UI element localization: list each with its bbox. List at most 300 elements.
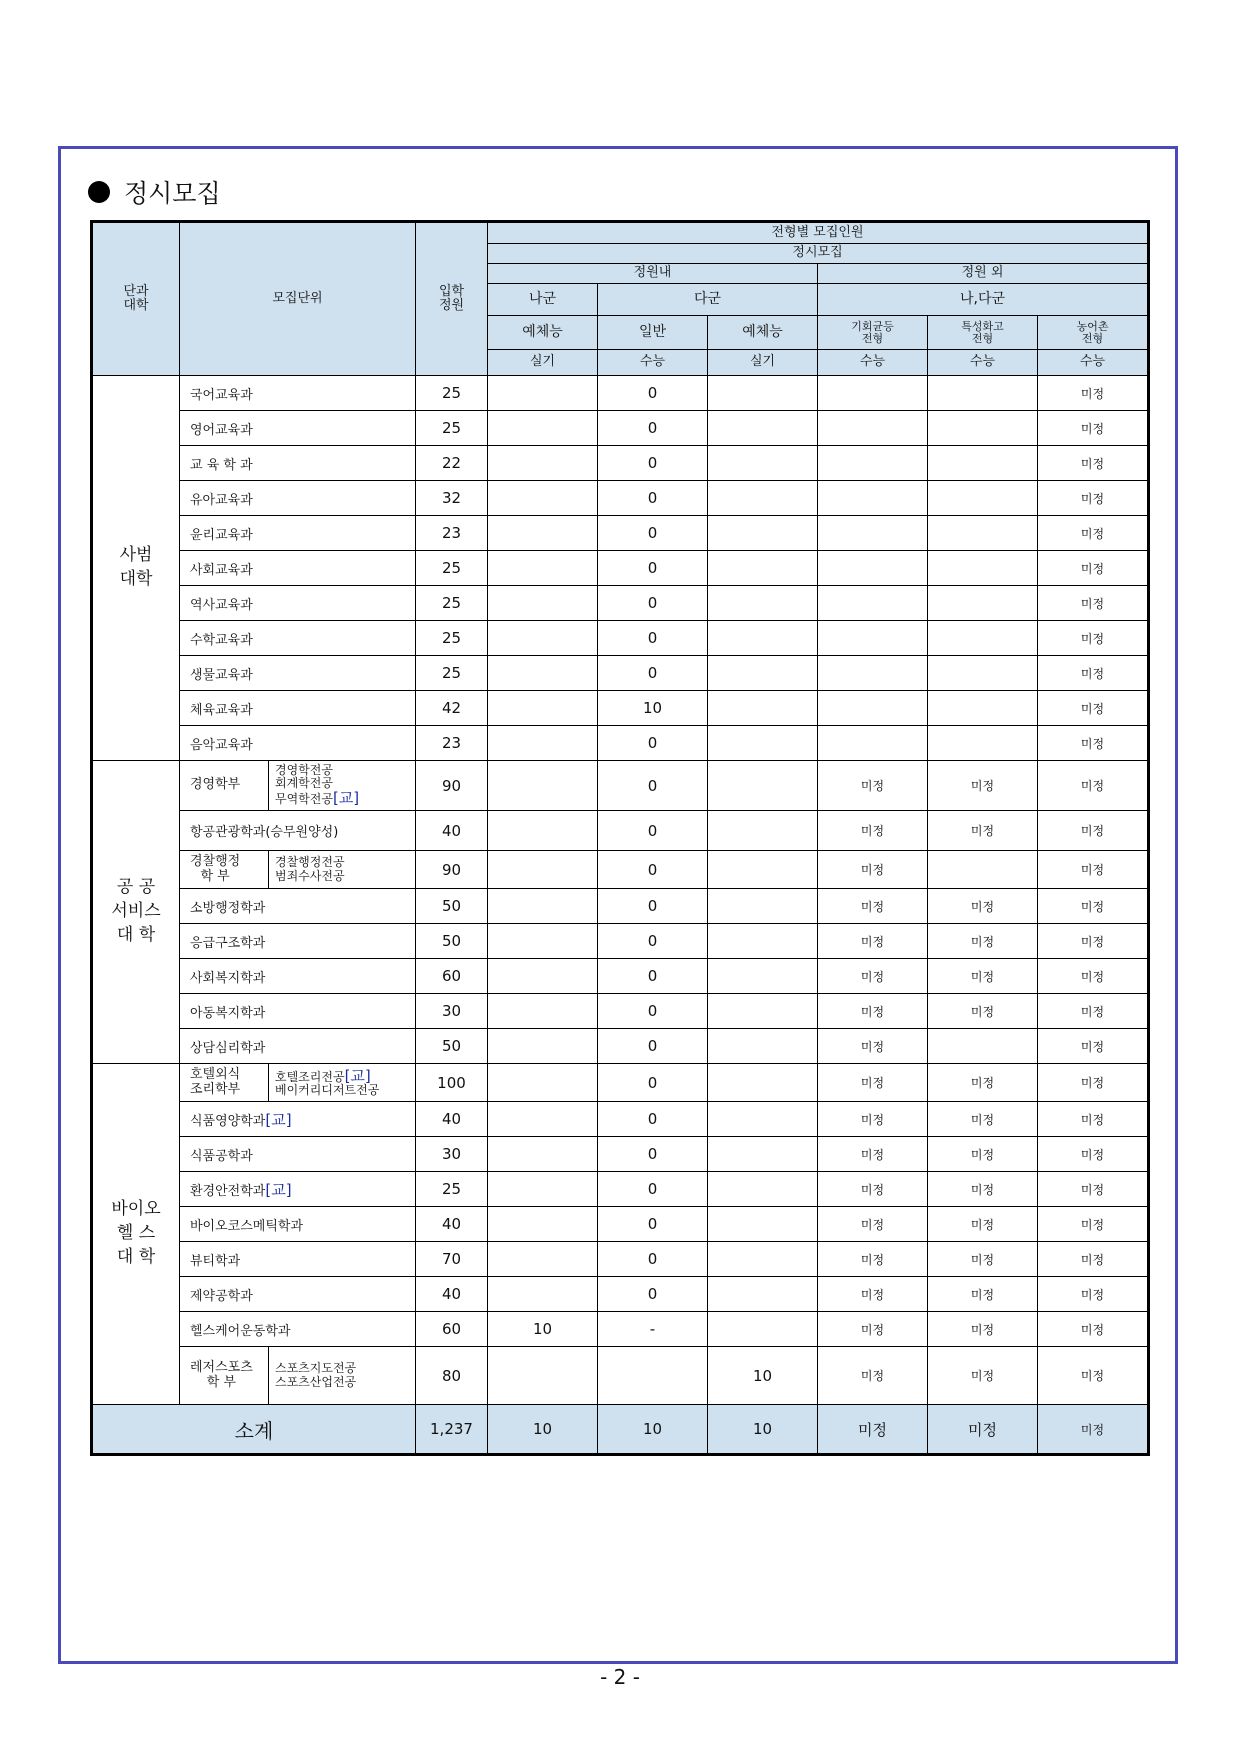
cell-il: 0 <box>598 994 708 1029</box>
cell-ye <box>708 1137 818 1172</box>
header-na-gun: 나군 <box>488 284 598 316</box>
department-name <box>180 1347 416 1405</box>
cell-quota: 25 <box>416 376 488 411</box>
major-name: 호텔조리전공[교] <box>275 1066 371 1085</box>
department-name: 환경안전학과[교] <box>180 1172 416 1207</box>
cell-ye <box>708 761 818 811</box>
cell-il: - <box>598 1312 708 1347</box>
cell-no: 미정 <box>1038 1137 1149 1172</box>
cell-no: 미정 <box>1038 811 1149 851</box>
cell-no: 미정 <box>1038 446 1149 481</box>
cell-te <box>928 1029 1038 1064</box>
table-row <box>92 1277 1149 1312</box>
cell-quota: 23 <box>416 516 488 551</box>
cell-no: 미정 <box>1038 1207 1149 1242</box>
cell-gi <box>818 411 928 446</box>
cell-na <box>488 376 598 411</box>
cell-il: 0 <box>598 1064 708 1102</box>
cell-na <box>488 924 598 959</box>
cell-na <box>488 691 598 726</box>
cell-ye <box>708 586 818 621</box>
total-quota: 1,237 <box>416 1405 488 1455</box>
cell-ye <box>708 376 818 411</box>
cell-no: 미정 <box>1038 924 1149 959</box>
department-name: 역사교육과 <box>180 586 416 621</box>
cell-na <box>488 481 598 516</box>
cell-gi: 미정 <box>818 1207 928 1242</box>
cell-te <box>928 376 1038 411</box>
department-name <box>180 851 416 889</box>
table-row <box>92 959 1149 994</box>
cell-ye <box>708 959 818 994</box>
table-row <box>92 446 1149 481</box>
cell-ye <box>708 851 818 889</box>
table-row <box>92 411 1149 446</box>
department-name: 제약공학과 <box>180 1277 416 1312</box>
department-name: 응급구조학과 <box>180 924 416 959</box>
cell-ye <box>708 621 818 656</box>
cell-no: 미정 <box>1038 1102 1149 1137</box>
cell-ye <box>708 691 818 726</box>
cell-na <box>488 1347 598 1405</box>
cell-na <box>488 851 598 889</box>
department-name: 유아교육과 <box>180 481 416 516</box>
cell-no: 미정 <box>1038 994 1149 1029</box>
table-row <box>92 761 1149 811</box>
total-label: 소계 <box>92 1405 416 1455</box>
cell-na: 10 <box>488 1312 598 1347</box>
cell-na <box>488 1172 598 1207</box>
cell-gi <box>818 691 928 726</box>
department-name <box>180 1064 416 1102</box>
cell-il: 0 <box>598 811 708 851</box>
cell-gi: 미정 <box>818 1312 928 1347</box>
cell-il: 0 <box>598 376 708 411</box>
cell-quota: 80 <box>416 1347 488 1405</box>
table-row <box>92 811 1149 851</box>
cell-na <box>488 889 598 924</box>
cell-na <box>488 411 598 446</box>
header-out-quota: 정원 외 <box>818 264 1149 284</box>
department-group: 경찰행정 학 부 <box>180 851 269 888</box>
table-row <box>92 691 1149 726</box>
cell-ye <box>708 446 818 481</box>
department-name: 헬스케어운동학과 <box>180 1312 416 1347</box>
cell-quota: 23 <box>416 726 488 761</box>
cell-ye <box>708 551 818 586</box>
cell-no: 미정 <box>1038 411 1149 446</box>
cell-no: 미정 <box>1038 1347 1149 1405</box>
header-quota: 입학 정원 <box>416 222 488 376</box>
cell-gi <box>818 551 928 586</box>
cell-ye <box>708 924 818 959</box>
table-row <box>92 726 1149 761</box>
cell-te: 미정 <box>928 1064 1038 1102</box>
cell-ye <box>708 1064 818 1102</box>
cell-gi: 미정 <box>818 851 928 889</box>
cell-il <box>598 1347 708 1405</box>
cell-il: 0 <box>598 586 708 621</box>
total-il: 10 <box>598 1405 708 1455</box>
cell-na <box>488 621 598 656</box>
total-te: 미정 <box>928 1405 1038 1455</box>
cell-ye <box>708 481 818 516</box>
header-suneung-1: 수능 <box>598 350 708 376</box>
cell-ye <box>708 411 818 446</box>
cell-na <box>488 1242 598 1277</box>
cell-te: 미정 <box>928 811 1038 851</box>
cell-il: 0 <box>598 1029 708 1064</box>
cell-ye: 10 <box>708 1347 818 1405</box>
major-name: 베이커리디저트전공 <box>275 1083 380 1098</box>
cell-quota: 60 <box>416 1312 488 1347</box>
cell-gi <box>818 446 928 481</box>
gyo-mark: [교] <box>332 789 360 808</box>
cell-il: 0 <box>598 851 708 889</box>
cell-na <box>488 1277 598 1312</box>
table-row <box>92 586 1149 621</box>
header-unit: 모집단위 <box>180 222 416 376</box>
table-row <box>92 621 1149 656</box>
major-name: 경찰행정전공 <box>275 855 345 870</box>
major-name: 회계학전공 <box>275 776 333 791</box>
department-name: 바이오코스메틱학과 <box>180 1207 416 1242</box>
cell-no: 미정 <box>1038 376 1149 411</box>
cell-te <box>928 656 1038 691</box>
header-ilban: 일반 <box>598 316 708 350</box>
cell-ye <box>708 1277 818 1312</box>
table-row <box>92 1137 1149 1172</box>
cell-te: 미정 <box>928 1242 1038 1277</box>
header-jeongsi: 정시모집 <box>488 244 1149 264</box>
major-name: 스포츠산업전공 <box>275 1374 357 1389</box>
cell-il: 0 <box>598 924 708 959</box>
department-name: 식품공학과 <box>180 1137 416 1172</box>
department-name: 교 육 학 과 <box>180 446 416 481</box>
bullet-icon <box>88 181 110 203</box>
department-name: 영어교육과 <box>180 411 416 446</box>
table-row <box>92 851 1149 889</box>
total-gi: 미정 <box>818 1405 928 1455</box>
cell-ye <box>708 1207 818 1242</box>
header-suneung-2: 수능 <box>818 350 928 376</box>
cell-gi: 미정 <box>818 1347 928 1405</box>
cell-te: 미정 <box>928 761 1038 811</box>
table-row <box>92 1064 1149 1102</box>
table-row <box>92 376 1149 411</box>
cell-gi: 미정 <box>818 959 928 994</box>
department-name: 식품영양학과[교] <box>180 1102 416 1137</box>
cell-quota: 25 <box>416 621 488 656</box>
cell-il: 0 <box>598 889 708 924</box>
section-title <box>88 172 221 212</box>
cell-quota: 40 <box>416 811 488 851</box>
header-silgi-2: 실기 <box>708 350 818 376</box>
cell-na <box>488 586 598 621</box>
table-row <box>92 656 1149 691</box>
cell-quota: 25 <box>416 411 488 446</box>
header-gihoe: 기회균등 전형 <box>818 316 928 350</box>
cell-il: 0 <box>598 1277 708 1312</box>
cell-gi <box>818 586 928 621</box>
cell-na <box>488 1137 598 1172</box>
cell-na <box>488 994 598 1029</box>
table-row <box>92 889 1149 924</box>
major-name: 경영학전공 <box>275 763 333 778</box>
cell-quota: 32 <box>416 481 488 516</box>
cell-ye <box>708 1102 818 1137</box>
gyo-mark: [교] <box>344 1066 371 1085</box>
cell-te: 미정 <box>928 1137 1038 1172</box>
cell-ye <box>708 726 818 761</box>
college-name: 공 공 서비스 대 학 <box>92 761 180 1064</box>
cell-na <box>488 726 598 761</box>
cell-il: 0 <box>598 551 708 586</box>
cell-quota: 40 <box>416 1102 488 1137</box>
major-name: 범죄수사전공 <box>275 868 345 883</box>
header-teukseong: 특성화고 전형 <box>928 316 1038 350</box>
table-row <box>92 1029 1149 1064</box>
cell-gi: 미정 <box>818 1172 928 1207</box>
cell-na <box>488 446 598 481</box>
cell-ye <box>708 1242 818 1277</box>
cell-te: 미정 <box>928 1207 1038 1242</box>
cell-quota: 50 <box>416 924 488 959</box>
cell-quota: 22 <box>416 446 488 481</box>
cell-te: 미정 <box>928 1347 1038 1405</box>
college-name: 바이오 헬 스 대 학 <box>92 1064 180 1405</box>
cell-ye <box>708 811 818 851</box>
table-row <box>92 1242 1149 1277</box>
cell-na <box>488 959 598 994</box>
cell-no: 미정 <box>1038 551 1149 586</box>
table-row <box>92 1207 1149 1242</box>
cell-na <box>488 1029 598 1064</box>
cell-no: 미정 <box>1038 516 1149 551</box>
cell-te <box>928 586 1038 621</box>
cell-no: 미정 <box>1038 726 1149 761</box>
cell-il: 0 <box>598 761 708 811</box>
cell-te <box>928 621 1038 656</box>
cell-no: 미정 <box>1038 481 1149 516</box>
cell-gi: 미정 <box>818 1029 928 1064</box>
cell-gi: 미정 <box>818 889 928 924</box>
department-name: 음악교육과 <box>180 726 416 761</box>
total-no: 미정 <box>1038 1405 1149 1455</box>
header-in-quota: 정원내 <box>488 264 818 284</box>
table-row <box>92 1347 1149 1405</box>
cell-quota: 40 <box>416 1207 488 1242</box>
cell-quota: 25 <box>416 586 488 621</box>
cell-no: 미정 <box>1038 889 1149 924</box>
table-row <box>92 1102 1149 1137</box>
cell-te: 미정 <box>928 994 1038 1029</box>
cell-te <box>928 516 1038 551</box>
cell-quota: 25 <box>416 1172 488 1207</box>
cell-na <box>488 551 598 586</box>
cell-na <box>488 1064 598 1102</box>
header-college: 단과 대학 <box>92 222 180 376</box>
department-name: 뷰티학과 <box>180 1242 416 1277</box>
cell-il: 0 <box>598 481 708 516</box>
cell-no: 미정 <box>1038 761 1149 811</box>
header-silgi-1: 실기 <box>488 350 598 376</box>
cell-il: 0 <box>598 656 708 691</box>
cell-il: 0 <box>598 516 708 551</box>
cell-il: 0 <box>598 1137 708 1172</box>
cell-no: 미정 <box>1038 1172 1149 1207</box>
gyo-mark: [교] <box>265 1110 292 1129</box>
cell-na <box>488 1102 598 1137</box>
table-row <box>92 551 1149 586</box>
table-row <box>92 924 1149 959</box>
cell-te <box>928 551 1038 586</box>
cell-te: 미정 <box>928 959 1038 994</box>
major-name: 스포츠지도전공 <box>275 1361 357 1376</box>
cell-quota: 90 <box>416 761 488 811</box>
cell-ye <box>708 1312 818 1347</box>
cell-na <box>488 1207 598 1242</box>
cell-te: 미정 <box>928 1172 1038 1207</box>
cell-no: 미정 <box>1038 1312 1149 1347</box>
cell-gi <box>818 481 928 516</box>
cell-te <box>928 851 1038 889</box>
cell-gi: 미정 <box>818 1102 928 1137</box>
cell-quota: 25 <box>416 551 488 586</box>
cell-ye <box>708 1029 818 1064</box>
cell-te <box>928 691 1038 726</box>
header-suneung-4: 수능 <box>1038 350 1149 376</box>
cell-il: 0 <box>598 1207 708 1242</box>
cell-no: 미정 <box>1038 1064 1149 1102</box>
cell-te: 미정 <box>928 1102 1038 1137</box>
cell-te <box>928 726 1038 761</box>
department-name: 아동복지학과 <box>180 994 416 1029</box>
cell-gi: 미정 <box>818 994 928 1029</box>
department-group: 경영학부 <box>180 761 269 810</box>
cell-il: 0 <box>598 1102 708 1137</box>
header-nada-gun: 나,다군 <box>818 284 1149 316</box>
cell-na <box>488 811 598 851</box>
cell-no: 미정 <box>1038 1277 1149 1312</box>
cell-te: 미정 <box>928 924 1038 959</box>
header-nongeo: 농어촌 전형 <box>1038 316 1149 350</box>
page-number: - 2 - <box>600 1665 640 1689</box>
department-name: 상담심리학과 <box>180 1029 416 1064</box>
cell-no: 미정 <box>1038 959 1149 994</box>
cell-quota: 50 <box>416 1029 488 1064</box>
department-name <box>180 761 416 811</box>
cell-gi: 미정 <box>818 1242 928 1277</box>
cell-gi <box>818 656 928 691</box>
cell-quota: 30 <box>416 1137 488 1172</box>
cell-ye <box>708 1172 818 1207</box>
cell-gi: 미정 <box>818 1137 928 1172</box>
total-na: 10 <box>488 1405 598 1455</box>
cell-no: 미정 <box>1038 1242 1149 1277</box>
cell-il: 0 <box>598 1172 708 1207</box>
table-row <box>92 1172 1149 1207</box>
cell-quota: 50 <box>416 889 488 924</box>
department-name: 소방행정학과 <box>180 889 416 924</box>
major-name: 무역학전공[교] <box>275 789 360 808</box>
department-name: 사회교육과 <box>180 551 416 586</box>
cell-quota: 42 <box>416 691 488 726</box>
cell-te: 미정 <box>928 1277 1038 1312</box>
cell-na <box>488 516 598 551</box>
cell-te: 미정 <box>928 1312 1038 1347</box>
cell-te <box>928 446 1038 481</box>
header-yechae-1: 예체능 <box>488 316 598 350</box>
cell-quota: 70 <box>416 1242 488 1277</box>
total-ye: 10 <box>708 1405 818 1455</box>
cell-na <box>488 761 598 811</box>
cell-il: 0 <box>598 411 708 446</box>
cell-gi <box>818 376 928 411</box>
cell-na <box>488 656 598 691</box>
cell-ye <box>708 889 818 924</box>
cell-il: 0 <box>598 621 708 656</box>
department-name: 생물교육과 <box>180 656 416 691</box>
cell-quota: 90 <box>416 851 488 889</box>
table-row <box>92 481 1149 516</box>
header-da-gun: 다군 <box>598 284 818 316</box>
cell-quota: 40 <box>416 1277 488 1312</box>
cell-quota: 30 <box>416 994 488 1029</box>
cell-gi <box>818 621 928 656</box>
cell-gi <box>818 726 928 761</box>
cell-il: 0 <box>598 446 708 481</box>
department-group: 호텔외식 조리학부 <box>180 1064 269 1101</box>
cell-il: 0 <box>598 1242 708 1277</box>
cell-gi: 미정 <box>818 761 928 811</box>
cell-te <box>928 481 1038 516</box>
department-name: 항공관광학과(승무원양성) <box>180 811 416 851</box>
department-group: 레저스포츠 학 부 <box>180 1347 269 1404</box>
cell-ye <box>708 656 818 691</box>
cell-ye <box>708 994 818 1029</box>
cell-no: 미정 <box>1038 691 1149 726</box>
department-name: 사회복지학과 <box>180 959 416 994</box>
table-row <box>92 1312 1149 1347</box>
cell-no: 미정 <box>1038 586 1149 621</box>
header-suneung-3: 수능 <box>928 350 1038 376</box>
cell-il: 0 <box>598 959 708 994</box>
cell-ye <box>708 516 818 551</box>
cell-quota: 25 <box>416 656 488 691</box>
cell-gi: 미정 <box>818 1277 928 1312</box>
cell-te <box>928 411 1038 446</box>
recruitment-table <box>90 220 1150 1456</box>
cell-no: 미정 <box>1038 621 1149 656</box>
cell-no: 미정 <box>1038 1029 1149 1064</box>
cell-te: 미정 <box>928 889 1038 924</box>
cell-il: 0 <box>598 726 708 761</box>
cell-il: 10 <box>598 691 708 726</box>
cell-quota: 60 <box>416 959 488 994</box>
cell-no: 미정 <box>1038 656 1149 691</box>
header-top: 전형별 모집인원 <box>488 222 1149 244</box>
gyo-mark: [교] <box>265 1180 292 1199</box>
cell-gi: 미정 <box>818 1064 928 1102</box>
department-name: 윤리교육과 <box>180 516 416 551</box>
section-title-text: 정시모집 <box>124 179 221 208</box>
cell-no: 미정 <box>1038 851 1149 889</box>
department-name: 수학교육과 <box>180 621 416 656</box>
cell-gi <box>818 516 928 551</box>
cell-quota: 100 <box>416 1064 488 1102</box>
department-name: 체육교육과 <box>180 691 416 726</box>
